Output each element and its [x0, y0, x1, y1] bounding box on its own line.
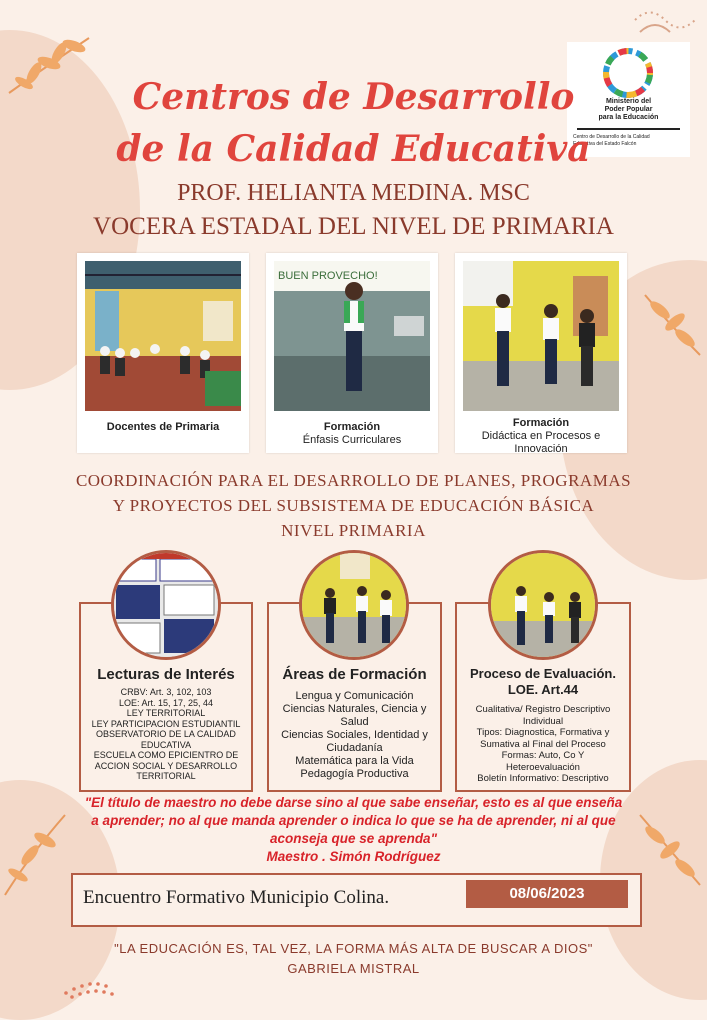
circle-photo-areas — [299, 550, 409, 660]
photo-classroom — [85, 261, 241, 411]
list-item: LEY PARTICIPACION ESTUDIANTIL — [91, 718, 241, 729]
list-item: Lengua y Comunicación — [295, 690, 414, 702]
leaf-branch-icon — [640, 290, 706, 360]
list-item: ESCUELA COMO EPICIENTRO DE — [93, 750, 239, 760]
logo-line3: para la Educación — [598, 114, 659, 121]
list-item: Heteroevaluación — [506, 761, 580, 773]
photo-card-teachers — [77, 253, 249, 453]
box-areas-body — [273, 690, 436, 781]
list-item: OBSERVATORIO DE LA CALIDAD — [96, 729, 236, 739]
footer-quote: "LA EDUCACIÓN ES, TAL VEZ, LA FORMA MÁS ALTA DE BUSCAR A DIOS" — [114, 941, 593, 956]
list-item: Boletín Informativo: Descriptivo — [477, 773, 609, 784]
list-item: LOE: Art. 15, 17, 25, 44 — [118, 697, 214, 708]
list-item: Ciencias Naturales, Ciencia y — [282, 703, 427, 715]
list-item: Ciudadanía — [326, 742, 383, 754]
list-item: TERRITORIAL — [136, 771, 196, 781]
photo-caption-3-bold: Formación — [512, 417, 570, 429]
list-item: Sumativa al Final del Proceso — [480, 738, 606, 750]
title-line2: de la Calidad Educativa — [116, 128, 591, 170]
photo-group — [463, 261, 619, 411]
logo-line1: Ministerio del — [605, 98, 652, 105]
coordination-line2: Y PROYECTOS DEL SUBSISTEMA DE EDUCACIÓN BÁSICA — [112, 496, 595, 515]
author-role: VOCERA ESTADAL DEL NIVEL DE PRIMARIA — [93, 213, 614, 240]
circle-photo-lecturas — [111, 550, 221, 660]
box-evaluacion-title: Proceso de Evaluación. — [470, 666, 616, 681]
logo-sub1: Centro de Desarrollo de la Calidad — [573, 134, 650, 140]
quote-line1: "El título de maestro no debe darse sino al que sabe enseñar, esto es al que enseña — [84, 795, 623, 810]
list-item: CRBV: Art. 3, 102, 103 — [120, 687, 212, 697]
event-box — [71, 873, 642, 927]
event-date: 08/06/2023 — [466, 880, 628, 908]
list-item: Salud — [340, 716, 369, 728]
list-item: Pedagogía Productiva — [300, 768, 409, 780]
list-item: Matemática para la Vida — [295, 755, 414, 767]
box-areas-title: Áreas de Formación — [282, 666, 427, 683]
board-text: BUEN PROVECHO! — [278, 270, 378, 282]
photo-caption-3-text: Didáctica en Procesos e Innovación — [481, 430, 601, 455]
list-item: Individual — [522, 715, 564, 727]
box-evaluacion-title2: LOE. Art.44 — [507, 682, 579, 697]
list-item: LEY TERRITORIAL — [126, 708, 206, 718]
quote-author: Maestro . Simón Rodríguez — [266, 849, 441, 864]
photo-caption-1 — [77, 421, 249, 434]
photo-caption-3 — [455, 417, 627, 456]
logo-sub2: Educativa del Estado Falcón — [573, 141, 637, 147]
list-item: Formas: Auto, Co Y — [501, 750, 585, 761]
event-text: Encuentro Formativo Municipio Colina. — [83, 887, 390, 908]
coordination-line3: NIVEL PRIMARIA — [281, 521, 426, 540]
list-item: Tipos: Diagnostica, Formativa y — [476, 727, 610, 738]
photo-caption-2 — [266, 421, 438, 447]
photo-caption-2-text: Énfasis Curriculares — [302, 434, 402, 446]
list-item: Cualitativa/ Registro Descriptivo — [475, 704, 611, 715]
dots-decoration-icon — [630, 0, 700, 40]
footer-author: GABRIELA MISTRAL — [287, 961, 420, 976]
photo-card-didactic — [455, 253, 627, 453]
title-line1: Centros de Desarrollo — [132, 76, 575, 118]
author-name: PROF. HELIANTA MEDINA. MSC — [177, 180, 530, 206]
quote-line3: aconseja que se aprenda" — [270, 831, 437, 846]
circle-photo-evaluacion — [488, 550, 598, 660]
photo-caption-1-bold: Docentes de Primaria — [106, 421, 220, 433]
logo-line2: Poder Popular — [604, 106, 653, 113]
coordination-line1: COORDINACIÓN PARA EL DESARROLLO DE PLANES, PROGRAMAS — [75, 471, 632, 490]
box-evaluacion-body — [461, 704, 625, 785]
photo-speaker — [274, 261, 430, 411]
box-lecturas-body — [85, 687, 247, 782]
list-item: Ciencias Sociales, Identidad y — [281, 729, 428, 741]
box-lecturas-title: Lecturas de Interés — [97, 666, 235, 683]
photo-caption-2-bold: Formación — [323, 421, 381, 433]
quote-line2: a aprender; no al que manda aprender o indica lo que se ha de aprender, ni al que — [91, 813, 616, 828]
photo-card-curricular — [266, 253, 438, 453]
dots-decoration-icon — [60, 975, 140, 1000]
list-item: EDUCATIVA — [140, 739, 192, 750]
list-item: ACCION SOCIAL Y DESARROLLO — [94, 760, 238, 771]
